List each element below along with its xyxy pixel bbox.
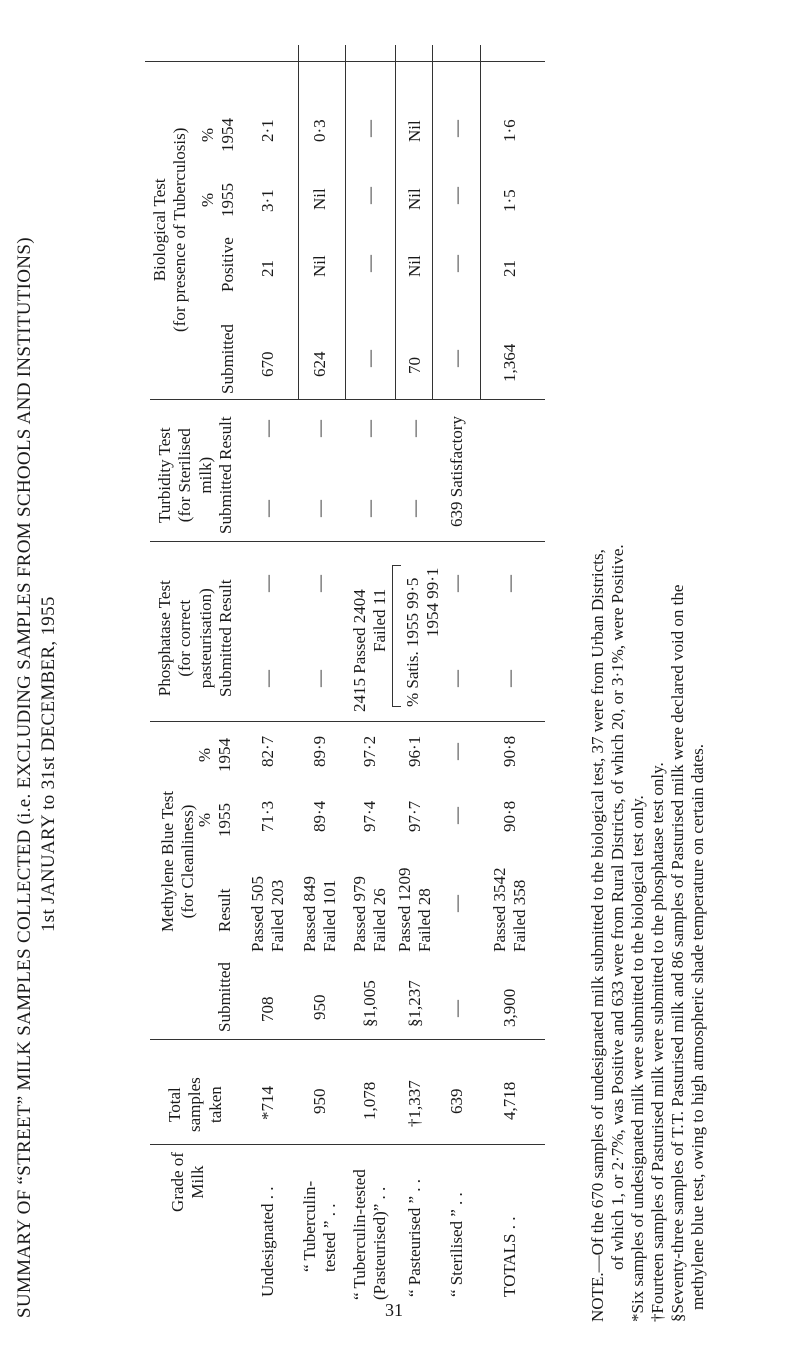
tb-result-cell: — [258,420,277,437]
mb-pct1954-cell: 82·7 [258,735,277,767]
phosphatase-brace [392,565,401,707]
ph-result-cell: — [500,575,519,592]
bio-submitted-cell: 624 [310,351,329,377]
grade-cell: Undesignated . . [258,1186,277,1297]
bio-pct1955-cell: — [360,187,379,204]
bio-positive-cell: 21 [258,260,277,277]
column-divider [150,721,545,722]
ph-result-cell: — [258,575,277,592]
table-title: SUMMARY OF “STREET” MILK SAMPLES COLLECTED (i.e. EXCLUDING SAMPLES FROM SCHOOLS AND INSTITUTIONS) [14,237,35,1318]
header-phosphatase: Phosphatase Test (for correct pasteurisation) Submitted Result [155,579,236,697]
header-methylene-blue: Methylene Blue Test (for Cleanliness) [158,790,198,932]
ph-submitted-cell: — [447,670,466,687]
bio-pct1955-cell: Nil [405,188,424,210]
total-cell: *714 [258,1086,277,1120]
total-cell: †1,337 [405,1080,424,1127]
note-line: †Fourteen samples of Pasturised milk were submitted to the phosphatase test only. [648,762,668,1322]
row-divider [432,45,433,400]
mb-pct1954-cell: 96·1 [405,735,424,767]
total-cell: 1,078 [360,1081,379,1120]
bio-pct1954-cell: — [447,120,466,137]
mb-result-cell: Passed 505 Failed 203 [248,875,287,952]
note-line: NOTE.—Of the 670 samples of undesignated milk submitted to the biological test, 37 were from Urban Districts, [588,549,607,1322]
mb-submitted-cell: 950 [310,994,329,1020]
note-line: §Seventy-three samples of T.T. Pasturised milk and 86 samples of Pasturised milk were declared void on the [668,584,688,1322]
bio-pct1955-cell: Nil [310,188,329,210]
tb-result-cell: — [360,420,379,437]
page-number: 31 [385,1300,403,1320]
mb-result-cell: Passed 849 Failed 101 [300,875,339,952]
mb-pct1954-cell: — [447,743,466,760]
tb-submitted-cell: — [360,500,379,517]
header-mb-submitted: Submitted [215,962,234,1032]
column-divider [150,399,545,400]
mb-submitted-cell: §1,237 [405,980,424,1027]
bio-pct1955-cell: — [447,187,466,204]
row-divider [395,45,396,400]
mb-pct1955-cell: 97·7 [405,800,424,832]
row-divider [345,45,346,400]
mb-result-cell: — [447,895,466,912]
column-divider [150,1144,545,1145]
mb-pct1955-cell: 89·4 [310,800,329,832]
header-turbidity: Turbidity Test (for Sterilised milk) Submitted Result [155,416,236,534]
header-total: Total samples taken [165,1077,225,1132]
mb-pct1955-cell: — [447,807,466,824]
bio-pct1954-cell: — [360,120,379,137]
ph-result-cell: — [310,575,329,592]
total-cell: 950 [310,1088,329,1114]
header-bio-pct1955: % 1955 [198,183,238,217]
mb-submitted-cell: 3,900 [500,988,519,1027]
total-cell: 4,718 [500,1081,519,1120]
bio-pct1955-cell: 1·5 [500,189,519,212]
grade-cell: “ Tuberculin- tested ” . . [300,1180,339,1272]
mb-result-cell: Passed 979 Failed 26 [350,875,389,952]
header-mb-result: Result [215,888,234,932]
ph-result-cell: 2415 Passed 2404 Failed 11 [350,588,389,712]
mb-pct1954-cell: 89·9 [310,735,329,767]
header-bio-pct1954: % 1954 [198,118,238,152]
bio-submitted-cell: 70 [405,357,424,374]
bio-submitted-cell: — [447,350,466,367]
note-line: *Six samples of undesignated milk were submitted to the biological test only. [628,795,648,1322]
mb-pct1955-cell: 71·3 [258,800,277,832]
ph-percent-satisfactory: % Satis. 1955 99·5 1954 99·1 [403,567,442,707]
bio-positive-cell: Nil [310,255,329,277]
mb-result-cell: Passed 1209 Failed 28 [395,867,434,952]
bio-positive-cell: Nil [405,255,424,277]
note-line: of which 1, or 2·7%, was Positive and 633 were from Rural Districts, of which 20, or 3·1%, were Positive. [608,544,628,1270]
footnotes [588,544,708,1322]
bio-pct1954-cell: 1·6 [500,119,519,142]
column-divider [150,541,545,542]
mb-pct1955-cell: 97·4 [360,800,379,832]
mb-result-cell: Passed 3542 Failed 358 [490,867,529,952]
bio-submitted-cell: 1,364 [500,343,519,382]
bio-submitted-cell: 670 [258,351,277,377]
tb-submitted-cell: — [405,500,424,517]
ph-submitted-cell: — [310,670,329,687]
mb-pct1954-cell: 97·2 [360,735,379,767]
mb-submitted-cell: §1,005 [360,980,379,1027]
mb-pct1955-cell: 90·8 [500,800,519,832]
ph-submitted-cell: — [258,670,277,687]
bio-pct1954-cell: 2·1 [258,119,277,142]
tb-result-cell: — [405,420,424,437]
ph-result-cell: — [447,575,466,592]
mb-submitted-cell: — [447,1000,466,1017]
mb-pct1954-cell: 90·8 [500,735,519,767]
header-biological: Biological Test (for presence of Tuberculosis) [150,127,190,332]
header-bio-submitted: Submitted [218,324,237,394]
row-divider [480,45,481,400]
table-subtitle: 1st JANUARY to 31st DECEMBER, 1955 [38,596,59,932]
bio-submitted-cell: — [360,350,379,367]
column-divider [150,1039,545,1040]
header-mb-pct1954: % 1954 [195,738,235,772]
mb-submitted-cell: 708 [258,996,277,1022]
bio-pct1954-cell: Nil [405,120,424,142]
bio-pct1954-cell: 0·3 [310,119,329,142]
tb-result-cell: — [310,420,329,437]
bio-positive-cell: — [360,255,379,272]
total-cell: 639 [447,1088,466,1114]
header-mb-pct1955: % 1955 [195,803,235,837]
header-bio-positive: Positive [218,237,237,292]
grade-cell: “ Sterilised ” . . [447,1192,466,1297]
tb-result-cell: 639 Satisfactory [447,416,466,527]
bio-pct1955-cell: 3·1 [258,189,277,212]
grade-cell: “ Pasteurised ” . . [405,1178,424,1297]
ph-submitted-cell: — [500,670,519,687]
bio-positive-cell: — [447,255,466,272]
note-line: methylene blue test, owing to high atmospheric shade temperature on certain dates. [688,743,708,1310]
tb-submitted-cell: — [310,500,329,517]
grade-cell: TOTALS . . [500,1216,519,1297]
bio-positive-cell: 21 [500,260,519,277]
header-grade: Grade of Milk [168,1152,208,1212]
tb-submitted-cell: — [258,500,277,517]
grade-cell: “ Tuberculin-tested (Pasteurised)” . . [350,1169,389,1300]
row-divider [298,45,299,400]
